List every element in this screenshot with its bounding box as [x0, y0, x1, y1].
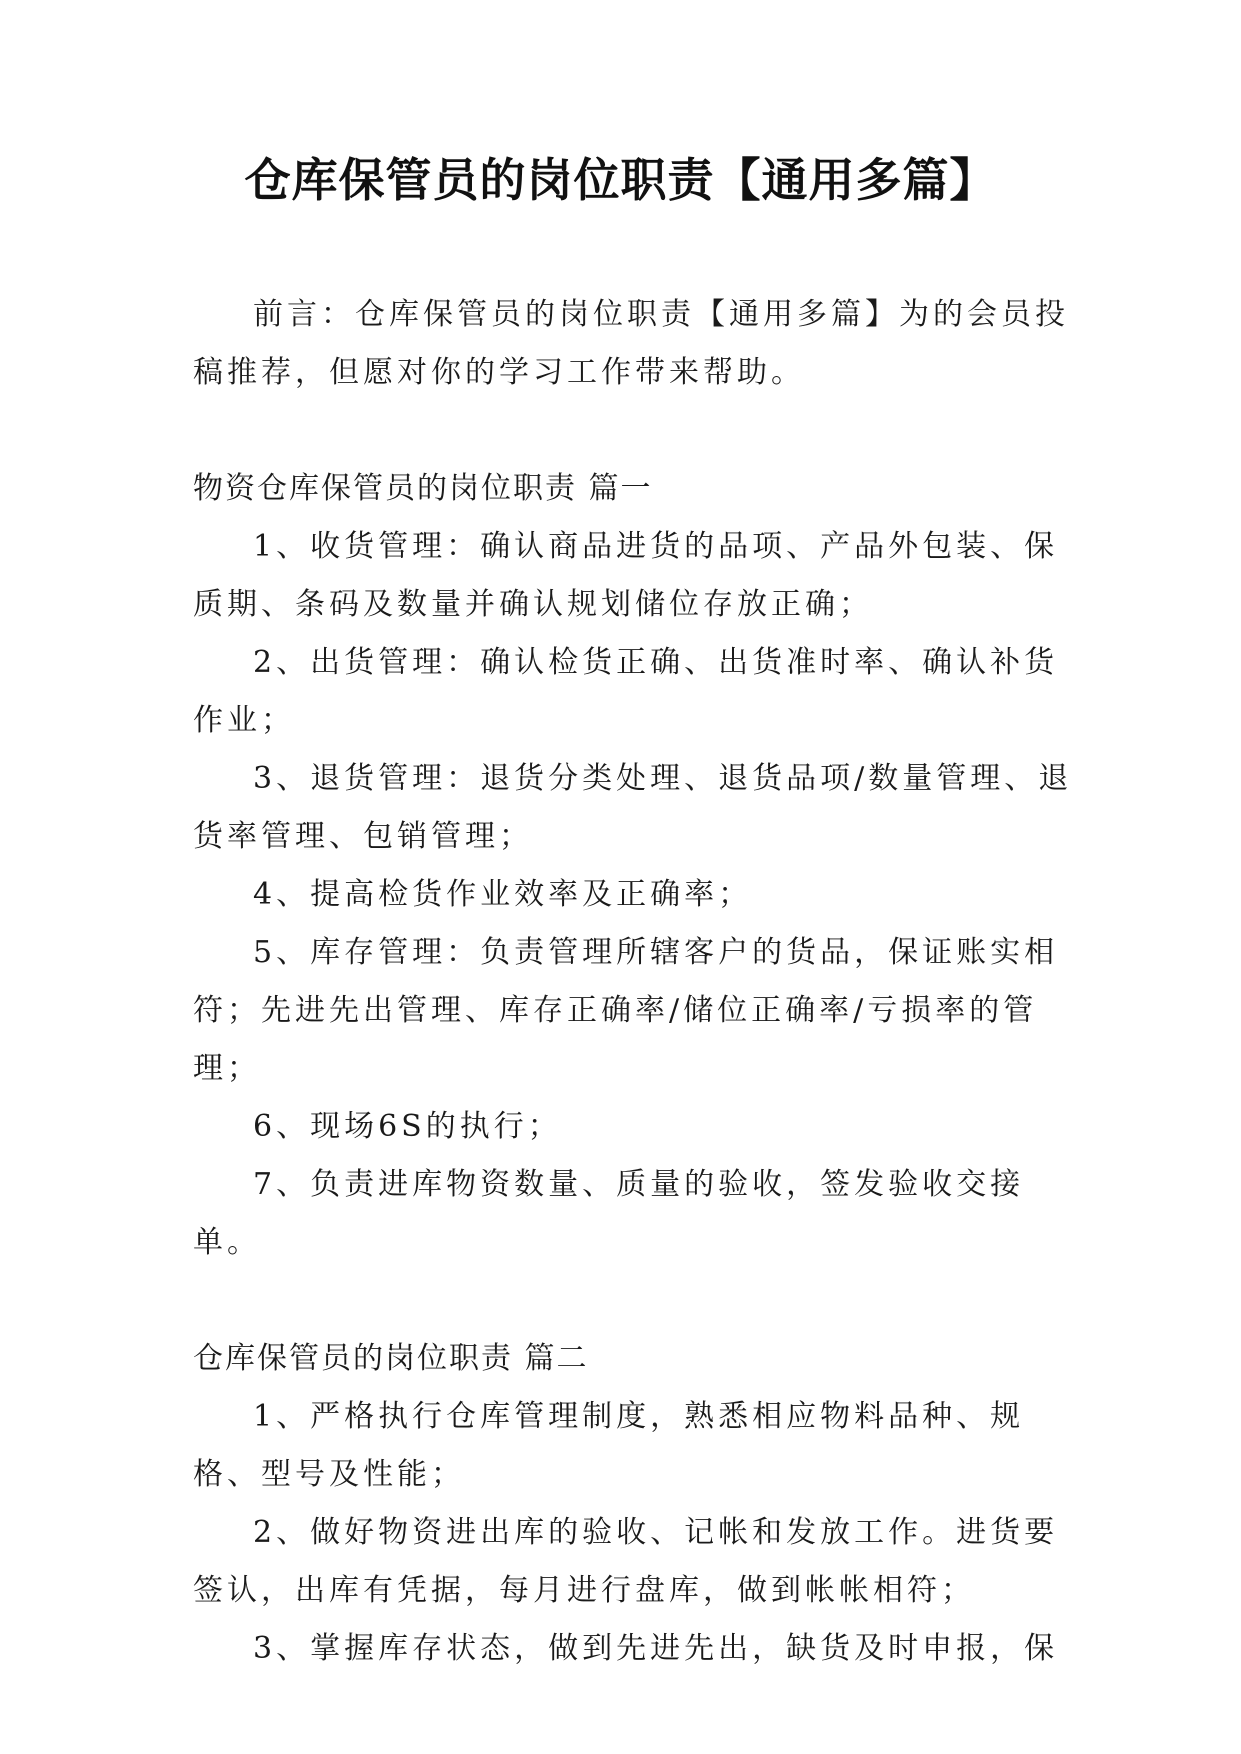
document-body	[193, 286, 1073, 1678]
list-item: 3、掌握库存状态，做到先进先出，缺货及时申报，保	[253, 1631, 1059, 1666]
list-item: 5、库存管理：负责管理所辖客户的货品，保证账实相符；先进先出管理、库存正确率/储位正确率/亏损率的管理；	[193, 935, 1059, 1086]
list-item: 2、出货管理：确认检货正确、出货准时率、确认补货作业；	[193, 645, 1059, 738]
page-title: 仓库保管员的岗位职责【通用多篇】	[244, 153, 997, 207]
list-item: 4、提高检货作业效率及正确率；	[253, 877, 753, 912]
list-item: 1、严格执行仓库管理制度，熟悉相应物料品种、规格、型号及性能；	[193, 1399, 1025, 1492]
spacer	[193, 402, 1073, 460]
preface-paragraph: 前言：仓库保管员的岗位职责【通用多篇】为的会员投稿推荐，但愿对你的学习工作带来帮助。	[193, 297, 1069, 390]
list-item: 6、现场6S的执行；	[253, 1109, 562, 1144]
section-heading: 仓库保管员的岗位职责 篇二	[193, 1341, 589, 1376]
section-heading: 物资仓库保管员的岗位职责 篇一	[193, 471, 653, 506]
list-item: 1、收货管理：确认商品进货的品项、产品外包装、保质期、条码及数量并确认规划储位存放正确；	[193, 529, 1059, 622]
list-item: 2、做好物资进出库的验收、记帐和发放工作。进货要签认，出库有凭据，每月进行盘库，做到帐帐相符；	[193, 1515, 1059, 1608]
list-item: 3、退货管理：退货分类处理、退货品项/数量管理、退货率管理、包销管理；	[193, 761, 1073, 854]
spacer	[193, 1272, 1073, 1330]
list-item: 7、负责进库物资数量、质量的验收，签发验收交接单。	[193, 1167, 1025, 1260]
